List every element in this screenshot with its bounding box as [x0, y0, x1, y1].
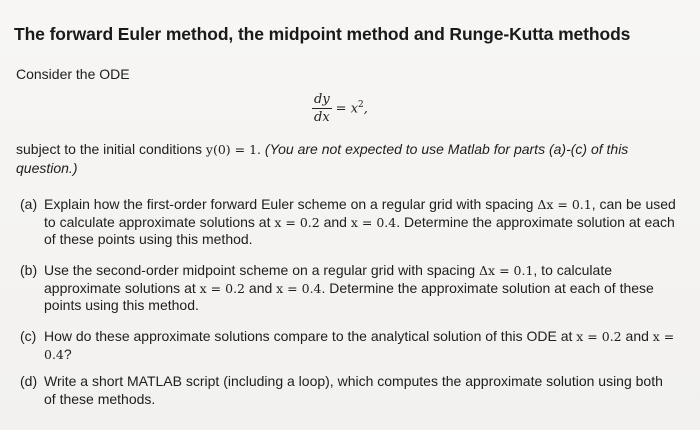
conditions-text: subject to the initial conditions: [16, 141, 202, 157]
part-d: [20, 373, 676, 408]
equation-rhs: [336, 100, 368, 116]
part-b-text-3: and: [248, 279, 273, 296]
equation-rhs-base: = x: [335, 101, 359, 117]
part-b-math-1: Δx = 0.1: [479, 263, 534, 278]
part-c-text-3: ?: [63, 345, 72, 362]
part-c-text: [44, 328, 676, 363]
part-a-text-2: , can be used to calculate approximate solutions at: [44, 196, 676, 230]
initial-conditions: [16, 140, 676, 178]
part-b-math-2: x = 0.2: [199, 280, 246, 296]
part-c-text-2: and: [625, 328, 649, 344]
conditions-note: (You are not expected to use Matlab for parts (a)-(c) of this question.): [16, 141, 629, 176]
part-a-math-2: x = 0.2: [274, 214, 320, 230]
part-a: [20, 196, 676, 249]
part-b-label: (b): [20, 262, 38, 278]
part-a-math-3: x = 0.4: [350, 214, 397, 230]
conditions-math: y(0) = 1.: [205, 142, 262, 157]
part-a-text-4: . Determine the approximate solution at each of these points using this method.: [44, 213, 675, 247]
part-b: [20, 262, 676, 315]
part-b-text: [44, 262, 676, 315]
part-b-math-3: x = 0.4: [276, 280, 322, 296]
part-b-text-2: , to calculate approximate solutions at: [44, 262, 613, 296]
fraction-denominator: dx: [314, 110, 330, 125]
part-a-text-1: Explain how the first-order forward Euler scheme on a regular grid with spacing: [44, 196, 534, 212]
ode-equation: [312, 92, 368, 125]
fraction-numerator: dy: [314, 92, 330, 107]
part-c-label: (c): [20, 328, 37, 344]
part-d-text: Write a short MATLAB script (including a loop), which computes the approximate solution using both of these methods.: [44, 373, 663, 407]
question-title: The forward Euler method, the midpoint method and Runge-Kutta methods: [14, 24, 631, 44]
part-c-math-2: x = 0.4: [44, 329, 675, 362]
part-b-text-1: Use the second-order midpoint scheme on a regular grid with spacing: [44, 262, 476, 278]
part-c-text-1: How do these approximate solutions compare to the analytical solution of this ODE at: [44, 328, 573, 344]
derivative-fraction: [312, 92, 332, 125]
part-c-math-1: x = 0.2: [576, 329, 622, 344]
intro-text: Consider the ODE: [16, 66, 130, 82]
part-a-text: [44, 196, 676, 249]
equation-exponent: 2: [358, 100, 364, 111]
part-d-label: (d): [20, 373, 38, 389]
part-a-label: (a): [20, 196, 38, 212]
part-b-text-4: . Determine the approximate solution at each of these points using this method.: [44, 279, 654, 313]
part-c: [20, 328, 676, 363]
equation-trail: ,: [363, 101, 368, 117]
part-a-math-1: Δx = 0.1: [537, 197, 592, 212]
part-a-text-3: and: [323, 213, 347, 230]
